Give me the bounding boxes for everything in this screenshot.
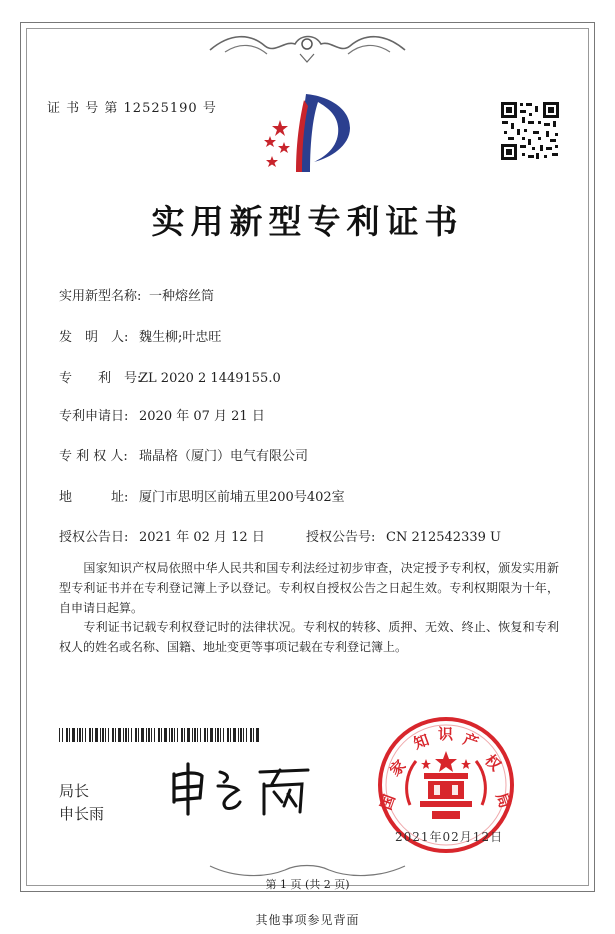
field-value: 瑞晶格（厦门）电气有限公司 bbox=[139, 449, 309, 464]
footer-note: 其他事项参见背面 bbox=[255, 913, 360, 927]
director-name: 申长雨 bbox=[59, 805, 105, 823]
cnipa-logo-icon bbox=[258, 92, 358, 174]
patent-number-field bbox=[59, 367, 281, 386]
field-value: 魏生柳;叶忠旺 bbox=[139, 330, 222, 345]
field-label: 专 利 号: bbox=[59, 371, 142, 386]
page-number: 第 1 页 (共 2 页) bbox=[265, 878, 350, 891]
certificate-number: 证 书 号 第 12525190 号 bbox=[47, 101, 217, 116]
field-label: 授权公告日: bbox=[59, 530, 129, 545]
svg-text:局: 局 bbox=[492, 790, 515, 811]
field-value: ZL 2020 2 1449155.0 bbox=[139, 371, 281, 386]
svg-text:家: 家 bbox=[386, 756, 410, 780]
field-label: 地 址: bbox=[59, 490, 129, 505]
grant-announcement-number-field bbox=[306, 526, 501, 545]
field-value: 2021 年 02 月 12 日 bbox=[139, 530, 265, 545]
grant-statement-paragraph: 国家知识产权局依照中华人民共和国专利法经过初步审查，决定授予专利权，颁发实用新型专利证书并在专利登记簿上予以登记。专利权自授权公告之日起生效。专利权期限为十年，自申请日起算。 bbox=[59, 561, 559, 615]
director-title: 局长 bbox=[59, 782, 90, 800]
director-signature-icon bbox=[168, 762, 318, 817]
field-label: 发 明 人: bbox=[59, 330, 129, 345]
top-ornament bbox=[205, 28, 410, 68]
inventor-field bbox=[59, 326, 221, 345]
application-date-field bbox=[59, 405, 265, 424]
field-label: 专 利 权 人: bbox=[59, 449, 128, 464]
svg-text:权: 权 bbox=[481, 751, 505, 775]
address-field bbox=[59, 486, 345, 505]
patentee-field bbox=[59, 445, 308, 464]
field-value: CN 212542339 U bbox=[386, 530, 501, 545]
barcode-icon bbox=[59, 728, 259, 742]
seal-date: 2021年02月12日 bbox=[395, 830, 504, 844]
field-value: 2020 年 07 月 21 日 bbox=[139, 409, 265, 424]
field-value: 厦门市思明区前埔五里200号402室 bbox=[139, 490, 345, 505]
svg-text:知: 知 bbox=[411, 730, 432, 753]
qr-code-icon bbox=[500, 101, 560, 161]
utility-model-name-field bbox=[59, 285, 214, 304]
field-value: 一种熔丝筒 bbox=[149, 289, 215, 304]
field-label: 专利申请日: bbox=[59, 409, 129, 424]
grant-announcement-date-field bbox=[59, 526, 265, 545]
svg-text:识: 识 bbox=[438, 725, 454, 743]
field-label: 授权公告号: bbox=[306, 530, 376, 545]
legal-status-paragraph: 专利证书记载专利权登记时的法律状况。专利权的转移、质押、无效、终止、恢复和专利权人的姓名或名称、国籍、地址变更等事项记载在专利登记簿上。 bbox=[59, 620, 559, 654]
svg-text:国: 国 bbox=[376, 792, 399, 813]
field-label: 实用新型名称: bbox=[59, 289, 142, 304]
svg-text:产: 产 bbox=[460, 729, 481, 752]
certificate-title: 实用新型专利证书 bbox=[151, 202, 464, 241]
